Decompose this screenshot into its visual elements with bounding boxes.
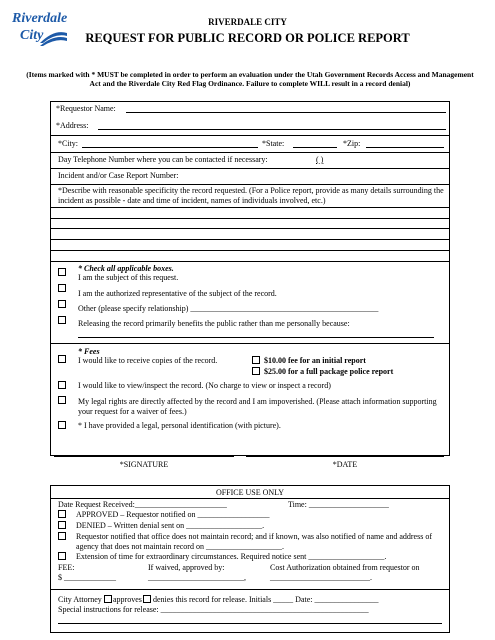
waived-label: If waived, approved by: — [148, 563, 225, 572]
section-divider — [50, 343, 450, 344]
requestor-name-label: *Requestor Name: — [56, 104, 116, 113]
not-maintain-checkbox[interactable] — [58, 532, 66, 540]
city-field[interactable] — [82, 139, 258, 148]
notice-text: (Items marked with * MUST be completed in order to perform an evaluation under the Utah Government Records Access and Management Act and the Riverdale City Red Flag Ordinance. Failure to complete WILL result in a record denial) — [26, 70, 474, 88]
special-instructions-line[interactable] — [58, 623, 442, 624]
zip-field[interactable] — [366, 139, 444, 148]
describe-line[interactable] — [50, 239, 450, 240]
office-heading: OFFICE USE ONLY — [215, 488, 285, 497]
describe-line[interactable] — [50, 250, 450, 251]
attorney-approves-checkbox[interactable] — [104, 595, 112, 603]
time-field[interactable]: Time: ____________________ — [288, 500, 389, 509]
date-line[interactable] — [246, 456, 444, 457]
approved-checkbox[interactable] — [58, 510, 66, 518]
zip-label: *Zip: — [343, 139, 361, 148]
initial-report-fee: $10.00 fee for an initial report — [264, 356, 366, 365]
fee-label: FEE: — [58, 563, 75, 572]
form-title: REQUEST FOR PUBLIC RECORD OR POLICE REPORT — [85, 31, 410, 45]
other-option-label: Other (please specify relationship) _______________________________________________ — [78, 304, 379, 313]
not-maintain-label: Requestor notified that office does not maintain record; and if known, was also notified of name and address of agency that does not maintain record on ___________________. — [76, 532, 432, 551]
waiver-checkbox[interactable] — [58, 396, 66, 404]
state-field[interactable] — [293, 139, 337, 148]
divider — [50, 168, 450, 169]
denied-label: DENIED – Written denial sent on ___________________. — [76, 521, 265, 530]
phone-label: Day Telephone Number where you can be contacted if necessary: — [58, 155, 268, 164]
inspect-label: I would like to view/inspect the record. (No charge to view or inspect a record) — [78, 381, 331, 390]
state-label: *State: — [262, 139, 285, 148]
copies-checkbox[interactable] — [58, 355, 66, 363]
public-benefit-checkbox[interactable] — [58, 316, 66, 324]
attorney-prefix: City Attorney — [58, 595, 102, 604]
address-label: *Address: — [56, 121, 89, 130]
cost-auth-line[interactable]: _________________________. — [270, 573, 372, 582]
describe-line[interactable] — [50, 228, 450, 229]
date-received[interactable]: Date Request Received:_______________________ — [58, 500, 227, 509]
requestor-name-field[interactable] — [126, 104, 446, 113]
incident-label: Incident and/or Case Report Number: — [58, 171, 179, 180]
public-benefit-option-label: Releasing the record primarily benefits the public rather than me personally because: — [78, 319, 350, 328]
attorney-approves-label: approves — [113, 595, 142, 604]
representative-option-label: I am the authorized representative of the subject of the record. — [78, 289, 277, 298]
describe-line[interactable] — [50, 261, 450, 262]
logo-text-city: City — [20, 28, 44, 43]
waiver-label: My legal rights are directly affected by the record and I am impoverished. (Please attach information supporting your request for a waiver of fees.) — [78, 397, 437, 416]
denied-checkbox[interactable] — [58, 521, 66, 529]
address-field[interactable] — [98, 121, 446, 130]
fee-amount[interactable]: $ _____________ — [58, 573, 116, 582]
attorney-denies-checkbox[interactable] — [143, 595, 151, 603]
id-label: * I have provided a legal, personal identification (with picture). — [78, 421, 281, 430]
describe-label: *Describe with reasonable specificity the record requested. (For a Police report, provide as many details surrounding the incident as possible - date and time of incident, names of individuals involved, etc.) — [58, 186, 444, 205]
subject-checkbox[interactable] — [58, 268, 66, 276]
initial-report-checkbox[interactable] — [252, 356, 260, 364]
org-name: RIVERDALE CITY — [208, 17, 287, 27]
extension-label: Extension of time for extraordinary circumstances. Required notice sent ___________________. — [76, 552, 387, 561]
date-label: *DATE — [332, 460, 358, 469]
attorney-denies-label: denies this record for release. Initials _____ Date: ________________ — [153, 595, 379, 604]
public-benefit-line[interactable] — [78, 337, 434, 338]
divider — [50, 135, 450, 136]
full-package-checkbox[interactable] — [252, 367, 260, 375]
divider — [50, 184, 450, 185]
subject-option-label: I am the subject of this request. — [78, 273, 179, 282]
logo-text-riverdale: Riverdale — [12, 11, 68, 26]
signature-line[interactable] — [54, 456, 234, 457]
describe-line[interactable] — [50, 218, 450, 219]
phone-field[interactable]: ( ) — [316, 155, 324, 164]
copies-label: I would like to receive copies of the record. — [78, 356, 218, 365]
representative-checkbox[interactable] — [58, 284, 66, 292]
cost-auth-label: Cost Authorization obtained from requestor on — [270, 563, 420, 572]
special-instructions[interactable]: Special instructions for release: ____________________________________________________ — [58, 605, 369, 614]
signature-label: *SIGNATURE — [119, 460, 169, 469]
describe-line[interactable] — [50, 207, 450, 208]
other-checkbox[interactable] — [58, 300, 66, 308]
fees-heading: * Fees — [78, 347, 100, 356]
approved-label: APPROVED – Requestor notified on __________________ — [76, 510, 270, 519]
inspect-checkbox[interactable] — [58, 381, 66, 389]
divider — [50, 589, 450, 590]
full-package-fee: $25.00 for a full package police report — [264, 367, 394, 376]
check-heading: * Check all applicable boxes. — [78, 264, 174, 273]
city-label: *City: — [58, 139, 79, 148]
extension-checkbox[interactable] — [58, 552, 66, 560]
waived-line[interactable]: ________________________, — [148, 573, 246, 582]
divider — [50, 152, 450, 153]
divider — [50, 498, 450, 499]
id-checkbox[interactable] — [58, 421, 66, 429]
